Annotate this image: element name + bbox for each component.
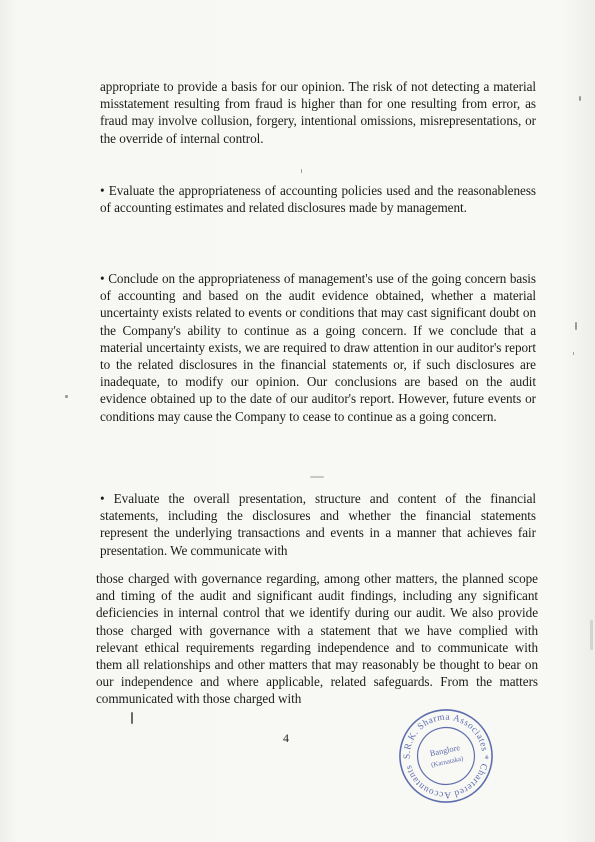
scan-speck	[575, 322, 577, 330]
scan-speck	[579, 96, 581, 101]
scan-speck	[590, 620, 593, 650]
scan-speck	[573, 352, 574, 355]
scan-speck	[131, 712, 133, 724]
scan-speck	[310, 476, 324, 478]
paragraph-accounting-policies: • Evaluate the appropriateness of accounting policies used and the reasonableness of accounting estimates and related disclosures made by management.	[100, 183, 536, 216]
paragraph-overall-presentation: • Evaluate the overall presentation, structure and content of the financial statements, including the disclosures and whether the financial statements represent the underlying transactions and events in a manner that achieves fair presentation. We communicate with	[100, 491, 536, 558]
svg-text:S.R.K. Sharma Associates * Cha: S.R.K. Sharma Associates * Chartered Accountants	[402, 712, 490, 800]
scan-speck	[65, 395, 68, 398]
paragraph-fraud-risk: appropriate to provide a basis for our opinion. The risk of not detecting a material misstatement resulting from fraud is higher than for one resulting from error, as fraud may involve collusion, forgery, intentional omissions, misrepresentations, or the override of internal control.	[100, 79, 536, 146]
page-number: 4	[283, 731, 289, 745]
svg-text:Banglore: Banglore	[429, 743, 461, 759]
paragraph-governance-communication: those charged with governance regarding, among other matters, the planned scope and timing of the audit and significant audit findings, including any significant deficiencies in internal control that we identify during our audit. We also provide those charged with governance with a statement that we have complied with relevant ethical requirements regarding independence and to communicate with them all relationships and other matters that may reasonably be thought to bear on our independence and where applicable, related safeguards. From the matters communicated with those charged with	[96, 571, 538, 707]
auditor-seal-stamp	[397, 707, 495, 805]
svg-text:(Karnataka): (Karnataka)	[430, 755, 465, 770]
paragraph-going-concern: • Conclude on the appropriateness of management's use of the going concern basis of accounting and based on the audit evidence obtained, whether a material uncertainty exists related to events or conditions that may cast significant doubt on the Company's ability to continue as a going concern. If we conclude that a material uncertainty exists, we are required to draw attention in our auditor's report to the related disclosures in the financial statements or, if such disclosures are inadequate, to modify our opinion. Our conclusions are based on the audit evidence obtained up to the date of our auditor's report. However, future events or conditions may cause the Company to cease to continue as a going concern.	[100, 271, 536, 424]
scan-speck	[301, 169, 302, 173]
